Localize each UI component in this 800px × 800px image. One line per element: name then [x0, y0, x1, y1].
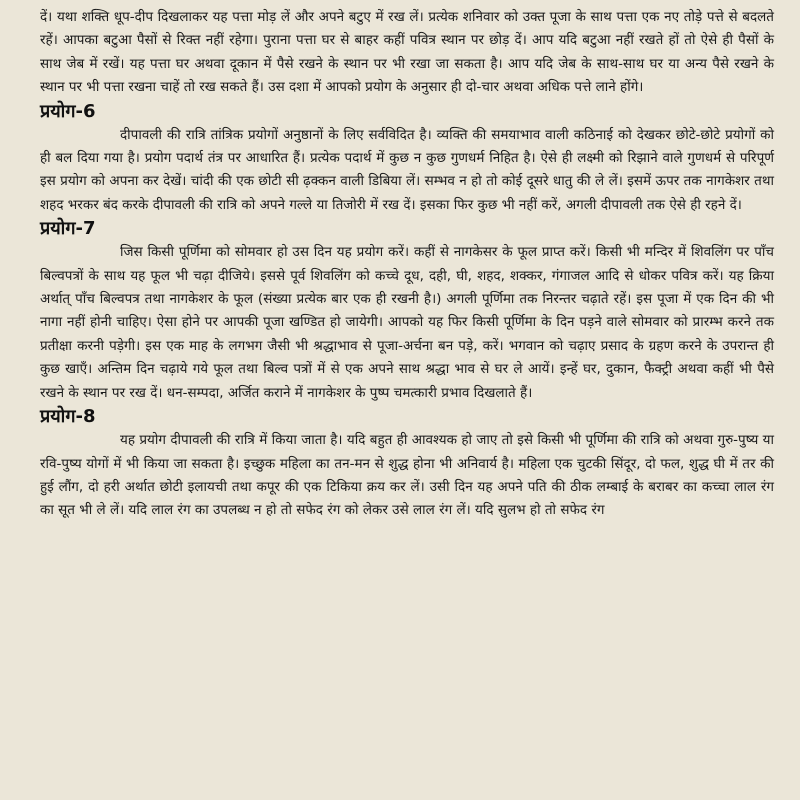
section-body-prayog-8: यह प्रयोग दीपावली की रात्रि में किया जाता है। यदि बहुत ही आवश्यक हो जाए तो इसे किसी भी पूर्णिमा की रात्रि को अथवा गुरु-पुष्य या रवि-पुष्य योगों में भी किया जा सकता है। इच्छुक महिला का तन-मन से शुद्ध होना भी अनिवार्य है। महिला एक चुटकी सिंदूर, दो फल, शुद्ध घी में तर की हुई लौंग, दो हरी अर्थात छोटी इलायची तथा कपूर की एक टिकिया क्रय कर लें। उसी दिन यह अपने पति की ठीक लम्बाई के बराबर का कच्चा लाल रंग का सूत भी ले लें। यदि लाल रंग का उपलब्ध न हो तो सफेद रंग को लेकर उसे लाल रंग लें। यदि सुलभ हो तो सफेद रंग: [40, 432, 774, 519]
intro-paragraph: दें। यथा शक्ति धूप-दीप दिखलाकर यह पत्ता मोड़ लें और अपने बटुए में रख लें। प्रत्येक शनिवार को उक्त पूजा के साथ पत्ता एक नए तोड़े पत्ते से बदलते रहें। आपका बटुआ पैसों से रिक्त नहीं रहेगा। पुराना पत्ता घर से बाहर कहीं पवित्र स्थान पर छोड़ दें। आप यदि बटुआ नहीं रखते हों तो ऐसे ही पैसों के साथ जेब में रखें। यह पत्ता घर अथवा दूकान में पैसे रखने के स्थान पर भी रखा जा सकता है। आप यदि जेब के साथ-साथ घर या अन्य पैसे रखने के स्थान पर भी पत्ता रखना चाहें तो रख सकते हैं। उस दशा में आपको प्रयोग के अनुसार ही दो-चार अथवा अधिक पत्ते लाने होंगे।: [40, 9, 774, 96]
section-heading-prayog-8: प्रयोग-8: [40, 406, 96, 428]
section-body-prayog-7: जिस किसी पूर्णिमा को सोमवार हो उस दिन यह प्रयोग करें। कहीं से नागकेसर के फूल प्राप्त करें। किसी भी मन्दिर में शिवलिंग पर पाँच बिल्वपत्रों के साथ यह फूल भी चढ़ा दीजिये। इससे पूर्व शिवलिंग को कच्चे दूध, दही, घी, शहद, शक्कर, गंगाजल आदि से धोकर पवित्र करें। यह क्रिया अर्थात् पाँच बिल्वपत्र तथा नागकेशर के फूल (संख्या प्रत्येक बार एक ही रखनी है।) अगली पूर्णिमा तक निरन्तर चढ़ाते रहें। इस पूजा में एक दिन की भी नागा नहीं होनी चाहिए। ऐसा होने पर आपकी पूजा खण्डित हो जायेगी। आपको यह फिर किसी पूर्णिमा के दिन पड़ने वाले सोमवार को प्रारम्भ करने तक प्रतीक्षा करनी पड़ेगी। इस एक माह के लगभग जैसी भी श्रद्धाभाव से पूजा-अर्चना बन पड़े, करें। भगवान को चढ़ाए प्रसाद के ग्रहण करने के उपरान्त ही कुछ खाएँ। अन्तिम दिन चढ़ाये गये फूल तथा बिल्व पत्रों में से एक अपने साथ श्रद्धा भाव से घर ले आयें। इन्हें घर, दुकान, फैक्ट्री अथवा कहीं भी पैसे रखने के स्थान पर रख दें। धन-सम्पदा, अर्जित कराने में नागकेशर के पुष्प चमत्कारी प्रभाव दिखलाते हैं।: [40, 244, 774, 401]
section-heading-prayog-6: प्रयोग-6: [40, 100, 96, 122]
section-heading-prayog-7: प्रयोग-7: [40, 218, 96, 240]
section-body-prayog-6: दीपावली की रात्रि तांत्रिक प्रयोगों अनुष्ठानों के लिए सर्वविदित है। व्यक्ति की समयाभाव वाली कठिनाई को देखकर छोटे-छोटे प्रयोगों को ही बल दिया गया है। प्रयोग पदार्थ तंत्र पर आधारित हैं। प्रत्येक पदार्थ में कुछ न कुछ गुणधर्म निहित है। ऐसे ही लक्ष्मी को रिझाने वाले गुणधर्म से परिपूर्ण इस प्रयोग को अपना कर देखें। चांदी की एक छोटी सी ढ़क्कन वाली डिबिया लें। सम्भव न हो तो कोई दूसरे धातु की ले लें। इसमें ऊपर तक नागकेशर तथा शहद भरकर बंद करके दीपावली की रात्रि को अपने गल्ले या तिजोरी में रख दें। इसका फिर कुछ भी नहीं करें, अगली दीपावली तक ऐसे ही रहने दें।: [40, 126, 774, 213]
